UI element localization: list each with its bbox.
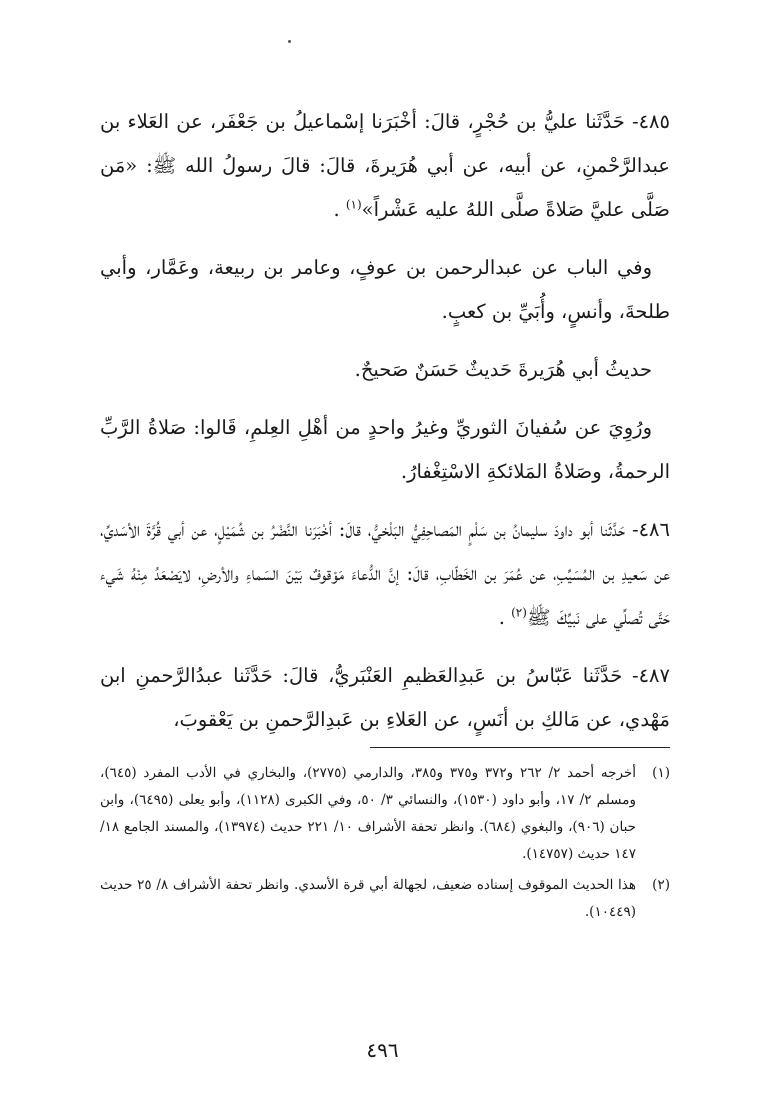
hadith-485	[100, 100, 670, 232]
hadith-tail: .	[333, 198, 346, 221]
hadith-number: ٤٨٧-	[631, 664, 670, 687]
hadith-tail: .	[498, 606, 512, 629]
footnote-number: (١)	[652, 765, 670, 781]
footnote-2	[100, 872, 670, 926]
hadith-487	[100, 654, 670, 742]
hadith-text: حَدَّثَنا عَبّاسُ بن عَبدِالعَظيمِ العَنْبَريُّ، قالَ: حَدَّثَنا عبدُالرَّحمنِ ابن مَهْدي، عن مَالكِ بن أنَسٍ، عن العَلاءِ بن عَبدِالرَّحمنِ بن يَعْقوبَ،	[100, 664, 670, 731]
footnotes	[100, 760, 670, 930]
bab-note: وفي الباب عن عبدالرحمن بن عوفٍ، وعامر بن ربيعة، وعَمَّار، وأبي طلحةَ، وأنسٍ، وأُبَيِّ بن كعبٍ.	[100, 256, 670, 323]
page-number: ٤٩٦	[366, 1038, 399, 1062]
footnote-text: أخرجه أحمد ٢/ ٢٦٢ و٣٧٢ و٣٧٥ و٣٨٥، والدارمي (٢٧٧٥)، والبخاري في الأدب المفرد (٦٤٥)، ومسلم ٢/ ١٧، وأبو داود (١٥٣٠)، والنسائي ٣/ ٥٠، وفي الكبرى (١١٢٨)، وأبو يعلى (٦٤٩٥)، وابن حبان (٩٠٦)، والبغوي (٦٨٤). وانظر تحفة الأشراف ١٠/ ٢٢١ حديث (١٣٩٧٤)، والمسند الجامع ١٨/ ١٤٧ حديث (١٤٧٥٧).	[100, 765, 637, 862]
footnote-divider	[370, 747, 670, 748]
hadith-text: حَدَّثَنا عليُّ بن حُجْرٍ، قالَ: أخْبَرَنا إسْماعيلُ بن جَعْفَر، عن العَلاء بن عبدالرَّحْمنِ، عن أبيه، عن أبي هُرَيرةَ، قالَ: قالَ رسولُ الله ﷺ: «مَن صَلَّى عليَّ صَلاةً صلَّى اللهُ عليه عَشْراً»	[100, 110, 670, 221]
hadith-text: حَدَّثَنا أبو داودَ سليمانُ بن سَلْمٍ المَصاحِفِيُّ البَلْخيُّ، قالَ: أخْبَرَنا النَّضْرُ بن شُمَيْلٍ، عن أبي قُرَّةَ الأسَديِّ، عن سَعيدِ بن المُسَيِّبِ، عن عُمَرَ بن الخَطّابِ، قالَ: إنَّ الدُّعاءَ مَوْقوفٌ بَيْنَ السَماءِ والأرضِ، لايَصْعَدُ مِنْهُ شَيء حَتَّى تُصلِّي على نَبيِّكَ ﷺ	[100, 518, 670, 629]
hadith-body	[100, 100, 670, 742]
page-mark-dot	[288, 40, 291, 43]
hadith-number: ٤٨٦-	[631, 518, 670, 541]
footnote-1	[100, 760, 670, 868]
footnote-text: هذا الحديث الموقوف إسناده ضعيف، لجهالة أبي قرة الأسدي. وانظر تحفة الأشراف ٨/ ٢٥ حديث (١٠٤٤٩).	[100, 877, 636, 920]
hadith-number: ٤٨٥-	[631, 110, 670, 133]
footnote-ref[interactable]: (١)	[345, 197, 362, 212]
footnote-ref[interactable]: (٢)	[511, 605, 527, 620]
hadith-486	[100, 508, 670, 640]
footnote-number: (٢)	[652, 877, 670, 893]
grading-note: حديثُ أبي هُرَيرةَ حَديثٌ حَسَنٌ صَحيحٌ.	[354, 358, 652, 381]
scholars-note: ورُوِيَ عن سُفيانَ الثوريِّ وغيرُ واحدٍ من أهْلِ العِلمِ، قَالوا: صَلاةُ الرَّبِّ الرحمةُ، وصَلاةُ المَلائكةِ الاسْتِغْفارُ.	[100, 416, 670, 483]
